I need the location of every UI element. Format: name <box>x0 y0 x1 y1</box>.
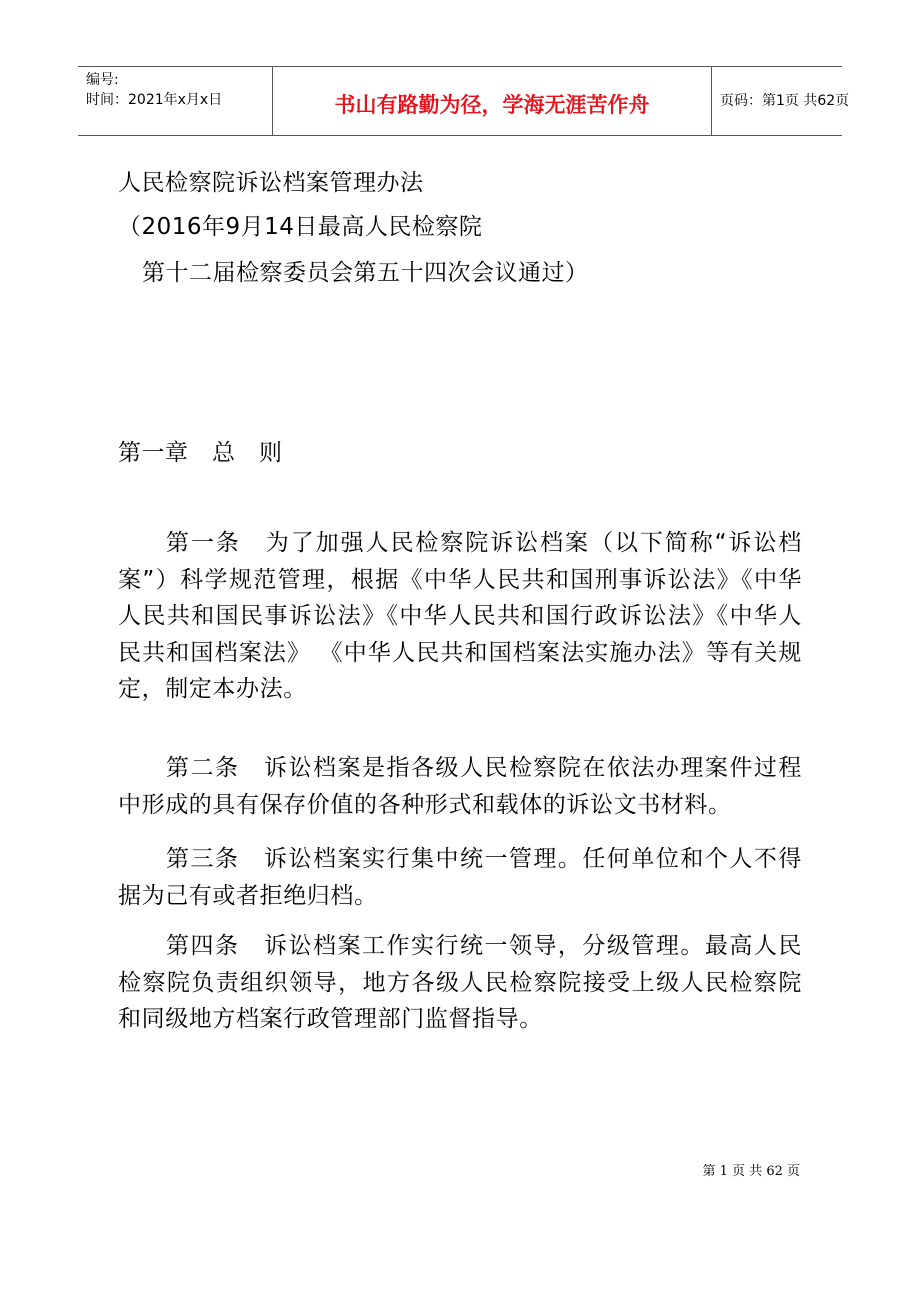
chapter-heading: 第一章 总 则 <box>118 440 283 466</box>
article-4: 第四条 诉讼档案工作实行统一领导，分级管理。最高人民检察院负责组织领导，地方各级人民检察院接受上级人民检察院和同级地方档案行政管理部门监督指导。 <box>118 933 802 1032</box>
serial-label: 编号: <box>86 72 119 88</box>
document-subtitle-line1: （2016年9月14日最高人民检察院 <box>118 214 483 240</box>
article-2: 第二条 诉讼档案是指各级人民检察院在依法办理案件过程中形成的具有保存价值的各种形式和载体的诉讼文书材料。 <box>118 755 802 818</box>
document-subtitle-line2: 第十二届检察委员会第五十四次会议通过） <box>142 260 589 286</box>
header-page-info: 页码：第1页 共62页 <box>720 93 850 109</box>
footer-page-number: 第 1 页 共 62 页 <box>702 1164 800 1179</box>
header-meta-cell <box>78 67 272 135</box>
page-header <box>78 66 850 136</box>
header-page-cell <box>712 67 850 135</box>
article-3: 第三条 诉讼档案实行集中统一管理。任何单位和个人不得据为己有或者拒绝归档。 <box>118 846 802 909</box>
motto-text: 书山有路勤为径，学海无涯苦作舟 <box>334 92 650 117</box>
header-motto-cell <box>272 67 712 135</box>
time-label: 时间：2021年x月x日 <box>86 92 223 108</box>
document-title: 人民检察院诉讼档案管理办法 <box>118 170 424 196</box>
article-1: 第一条 为了加强人民检察院诉讼档案（以下简称“诉讼档案”）科学规范管理，根据《中华人民共和国刑事诉讼法》《中华人民共和国民事诉讼法》《中华人民共和国行政诉讼法》《中华人民共和国档案法》 《中华人民共和国档案法实施办法》等有关规定，制定本办法。 <box>118 530 802 702</box>
